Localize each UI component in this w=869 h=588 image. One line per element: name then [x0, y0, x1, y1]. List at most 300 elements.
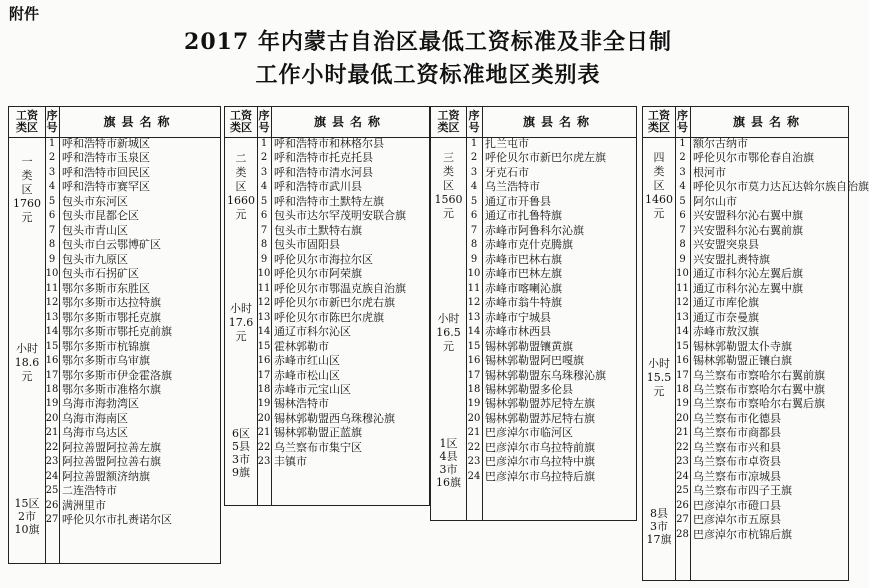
table-row [257, 311, 429, 325]
row-region-name: 巴彦淖尔市五原县 [693, 513, 781, 527]
row-number: 18 [257, 383, 271, 395]
table-row [466, 340, 636, 354]
header-zone: 工资 类区 [648, 109, 670, 134]
row-number: 4 [679, 181, 686, 193]
row-region-name: 鄂尔多斯市杭锦旗 [62, 339, 150, 353]
table-row [675, 282, 848, 296]
row-number: 14 [257, 326, 271, 338]
row-number: 21 [467, 427, 481, 439]
table-row [466, 137, 636, 151]
row-number: 16 [257, 355, 271, 367]
zone-hourly-wage: 小时 18.6 元 [14, 342, 40, 383]
table-row [257, 137, 429, 151]
row-number: 14 [467, 326, 481, 338]
zone-category: 二 类 区 1660 元 [227, 152, 255, 221]
table-row [675, 224, 848, 238]
row-number: 6 [470, 210, 478, 222]
row-region-name: 乌兰察布市察哈尔右翼后旗 [693, 397, 825, 411]
row-region-name: 呼和浩特市回民区 [62, 165, 150, 179]
table-row [45, 296, 220, 310]
row-region-name: 鄂尔多斯市达拉特旗 [62, 296, 161, 310]
table-row [257, 325, 429, 339]
row-number: 5 [260, 195, 268, 207]
row-number: 27 [676, 514, 689, 526]
table-row [675, 499, 848, 513]
row-region-name: 鄂尔多斯市准格尔旗 [62, 382, 161, 396]
table-row [257, 282, 429, 296]
row-region-name: 呼和浩特市清水河县 [274, 165, 373, 179]
row-number: 18 [676, 383, 689, 395]
table-row [45, 195, 220, 209]
table-row [466, 383, 636, 397]
table-row [675, 325, 848, 339]
row-region-name: 二连浩特市 [62, 484, 117, 498]
row-number: 1 [260, 138, 268, 149]
header-zone: 工资 类区 [230, 109, 252, 134]
table-row [675, 166, 848, 180]
header-zone: 工资 类区 [16, 109, 38, 134]
table-row [45, 267, 220, 281]
row-number: 21 [257, 427, 271, 439]
row-number: 12 [676, 297, 689, 309]
row-region-name: 呼伦贝尔市陈巴尔虎旗 [274, 310, 384, 324]
table-row [45, 180, 220, 194]
row-number: 20 [467, 412, 481, 424]
row-number: 13 [676, 311, 689, 323]
row-region-name: 鄂尔多斯市东胜区 [62, 281, 150, 295]
row-region-name: 呼和浩特市玉泉区 [62, 151, 150, 165]
table-row [257, 296, 429, 310]
table-row [675, 383, 848, 397]
table-row [675, 455, 848, 469]
row-region-name: 巴彦淖尔市乌拉特中旗 [485, 455, 595, 469]
row-region-name: 通辽市奈曼旗 [693, 310, 759, 324]
table-block-3 [430, 106, 637, 521]
row-number: 25 [45, 485, 59, 497]
row-region-name: 呼伦贝尔市海拉尔区 [274, 252, 373, 266]
row-region-name: 赤峰市巴林左旗 [485, 267, 562, 281]
table-row [675, 369, 848, 383]
row-region-name: 锡林郭勒盟苏尼特左旗 [485, 397, 595, 411]
table-row [257, 340, 429, 354]
row-region-name: 呼和浩特市武川县 [274, 180, 362, 194]
row-region-name: 满洲里市 [62, 498, 106, 512]
table-row [466, 180, 636, 194]
row-region-name: 通辽市科尔沁左翼后旗 [693, 267, 803, 281]
table-row [466, 426, 636, 440]
header-zone: 工资 类区 [437, 109, 460, 134]
table-header [431, 107, 636, 138]
table-row [675, 253, 848, 267]
row-region-name: 赤峰市松山区 [274, 368, 340, 382]
table-row [466, 325, 636, 339]
table-block-4 [642, 106, 869, 581]
row-number: 11 [676, 282, 689, 294]
table-row [466, 238, 636, 252]
table-row [466, 224, 636, 238]
table-row [45, 441, 220, 455]
table-row [675, 340, 848, 354]
table-row [257, 253, 429, 267]
row-region-name: 包头市白云鄂博矿区 [62, 238, 161, 252]
row-region-name: 呼和浩特市托克托县 [274, 151, 373, 165]
row-number: 8 [679, 239, 686, 251]
row-region-name: 鄂尔多斯市鄂托克旗 [62, 310, 161, 324]
row-number: 7 [679, 224, 686, 236]
row-region-name: 鄂尔多斯市鄂托克前旗 [62, 325, 172, 339]
table-row [675, 209, 848, 223]
row-region-name: 阿拉善盟阿拉善左旗 [62, 440, 161, 454]
table-header [643, 107, 848, 138]
row-number: 9 [470, 253, 478, 265]
row-region-name: 鄂尔多斯市伊金霍洛旗 [62, 368, 172, 382]
table-row [45, 484, 220, 498]
row-number: 24 [45, 470, 59, 482]
row-number: 15 [45, 340, 59, 352]
row-number: 17 [45, 369, 59, 381]
row-number: 2 [260, 152, 268, 164]
row-number: 13 [45, 311, 59, 323]
row-number: 24 [676, 470, 689, 482]
row-number: 24 [467, 470, 481, 482]
table-row [466, 282, 636, 296]
row-number: 19 [45, 398, 59, 410]
row-region-name: 锡林郭勒盟阿巴嘎旗 [485, 354, 584, 368]
header-seq: 序 号 [468, 109, 480, 134]
row-region-name: 巴彦淖尔市乌拉特后旗 [485, 469, 595, 483]
row-region-name: 阿尔山市 [693, 194, 737, 208]
row-number: 6 [679, 210, 686, 222]
row-number: 7 [260, 224, 268, 236]
header-seq: 序 号 [46, 109, 58, 134]
table-row [675, 151, 848, 165]
table-row [466, 151, 636, 165]
row-number: 5 [679, 195, 686, 207]
row-region-name: 赤峰市红山区 [274, 354, 340, 368]
table-row [257, 369, 429, 383]
row-region-name: 赤峰市宁城县 [485, 310, 551, 324]
zone-category: 一 类 区 1760 元 [13, 155, 41, 224]
row-region-name: 包头市土默特右旗 [274, 223, 362, 237]
table-row [45, 325, 220, 339]
row-region-name: 通辽市扎鲁特旗 [485, 209, 562, 223]
row-region-name: 赤峰市林西县 [485, 325, 551, 339]
table-row [257, 441, 429, 455]
row-region-name: 呼和浩特市和林格尔县 [274, 137, 384, 150]
row-region-name: 兴安盟扎赉特旗 [693, 252, 770, 266]
row-region-name: 包头市九原区 [62, 252, 128, 266]
row-region-name: 乌兰察布市凉城县 [693, 469, 781, 483]
row-region-name: 呼伦贝尔市鄂伦春自治旗 [693, 151, 814, 165]
row-number: 14 [676, 326, 689, 338]
table-row [45, 166, 220, 180]
table-row [675, 484, 848, 498]
row-region-name: 兴安盟科尔沁右翼前旗 [693, 223, 803, 237]
table-row [45, 311, 220, 325]
row-region-name: 呼伦贝尔市鄂温克族自治旗 [274, 281, 406, 295]
table-row [45, 238, 220, 252]
zone-category: 四 类 区 1460 元 [645, 151, 673, 220]
table-row [45, 369, 220, 383]
row-region-name: 乌兰察布市四子王旗 [693, 484, 792, 498]
row-number: 3 [470, 166, 478, 178]
table-row [675, 528, 848, 542]
table-row [466, 195, 636, 209]
row-region-name: 包头市石拐矿区 [62, 267, 139, 281]
row-number: 7 [48, 224, 56, 236]
row-number: 9 [679, 253, 686, 265]
table-row [45, 253, 220, 267]
row-number: 2 [470, 152, 478, 164]
table-row [257, 412, 429, 426]
table-rows [466, 137, 636, 484]
zone-category: 三 类 区 1560 元 [434, 151, 463, 220]
row-region-name: 赤峰市克什克腾旗 [485, 238, 573, 252]
row-number: 17 [257, 369, 271, 381]
table-row [45, 137, 220, 151]
row-region-name: 乌兰浩特市 [485, 180, 540, 194]
table-row [675, 441, 848, 455]
row-number: 10 [45, 268, 59, 280]
table-rows [45, 137, 220, 528]
row-number: 15 [467, 340, 481, 352]
row-region-name: 通辽市科尔沁左翼中旗 [693, 281, 803, 295]
table-row [675, 311, 848, 325]
row-region-name: 锡林郭勒盟太仆寺旗 [693, 339, 792, 353]
row-region-name: 兴安盟科尔沁右翼中旗 [693, 209, 803, 223]
row-number: 19 [257, 398, 271, 410]
table-row [257, 267, 429, 281]
table-rows [257, 137, 429, 470]
table-row [466, 369, 636, 383]
table-row [45, 513, 220, 527]
row-region-name: 额尔古纳市 [693, 137, 748, 150]
table-row [45, 282, 220, 296]
row-number: 2 [679, 152, 686, 164]
row-number: 11 [467, 282, 481, 294]
row-number: 15 [257, 340, 271, 352]
row-number: 6 [48, 210, 56, 222]
row-number: 8 [260, 239, 268, 251]
row-number: 10 [257, 268, 271, 280]
row-number: 18 [45, 383, 59, 395]
row-number: 13 [257, 311, 271, 323]
table-row [466, 296, 636, 310]
row-region-name: 通辽市库伦旗 [693, 296, 759, 310]
row-region-name: 丰镇市 [274, 455, 307, 469]
table-row [257, 397, 429, 411]
table-row [257, 180, 429, 194]
table-row [675, 354, 848, 368]
row-number: 6 [260, 210, 268, 222]
row-region-name: 乌海市乌达区 [62, 426, 128, 440]
table-row [45, 209, 220, 223]
row-region-name: 兴安盟突泉县 [693, 238, 759, 252]
row-number: 11 [45, 282, 59, 294]
row-region-name: 乌兰察布市察哈尔右翼中旗 [693, 382, 825, 396]
row-region-name: 赤峰市敖汉旗 [693, 325, 759, 339]
row-region-name: 锡林郭勒盟东乌珠穆沁旗 [485, 368, 606, 382]
row-number: 19 [676, 398, 689, 410]
row-region-name: 锡林郭勒盟苏尼特右旗 [485, 411, 595, 425]
zone-hourly-wage: 小时 17.6 元 [228, 302, 254, 343]
row-number: 18 [467, 383, 481, 395]
row-number: 5 [48, 195, 56, 207]
row-region-name: 巴彦淖尔市乌拉特前旗 [485, 440, 595, 454]
row-region-name: 包头市昆都仑区 [62, 209, 139, 223]
row-number: 2 [48, 152, 56, 164]
row-number: 10 [467, 268, 481, 280]
row-number: 4 [48, 181, 56, 193]
row-number: 22 [676, 441, 689, 453]
row-number: 19 [467, 398, 481, 410]
row-region-name: 赤峰市巴林右旗 [485, 252, 562, 266]
row-region-name: 包头市东河区 [62, 194, 128, 208]
table-row [466, 455, 636, 469]
row-number: 12 [467, 297, 481, 309]
row-number: 3 [679, 166, 686, 178]
row-number: 26 [45, 499, 59, 511]
row-region-name: 乌海市海南区 [62, 411, 128, 425]
row-number: 23 [467, 456, 481, 468]
row-region-name: 锡林郭勒盟正镶白旗 [693, 354, 792, 368]
row-region-name: 乌海市海勃湾区 [62, 397, 139, 411]
row-number: 12 [45, 297, 59, 309]
row-region-name: 通辽市开鲁县 [485, 194, 551, 208]
row-region-name: 乌兰察布市商都县 [693, 426, 781, 440]
table-row [466, 267, 636, 281]
table-row [675, 412, 848, 426]
table-row [675, 180, 869, 194]
row-region-name: 乌兰察布市化德县 [693, 411, 781, 425]
row-number: 27 [45, 514, 59, 526]
row-number: 11 [257, 282, 271, 294]
table-row [257, 224, 429, 238]
row-number: 9 [260, 253, 268, 265]
table-row [45, 151, 220, 165]
row-region-name: 根河市 [693, 165, 726, 179]
row-number: 28 [676, 528, 689, 540]
table-row [466, 354, 636, 368]
row-region-name: 呼和浩特市赛罕区 [62, 180, 150, 194]
row-region-name: 呼伦贝尔市新巴尔虎左旗 [485, 151, 606, 165]
row-region-name: 赤峰市翁牛特旗 [485, 296, 562, 310]
table-row [675, 238, 848, 252]
annex-label: 附件 [9, 5, 40, 23]
page-title-line1: 2017 年内蒙古自治区最低工资标准及非全日制 [184, 29, 672, 55]
page-title-line2: 工作小时最低工资标准地区类别表 [255, 62, 601, 88]
row-number: 7 [470, 224, 478, 236]
row-region-name: 呼伦贝尔市阿荣旗 [274, 267, 362, 281]
row-number: 17 [676, 369, 689, 381]
table-row [45, 397, 220, 411]
table-row [45, 383, 220, 397]
zone-count: 1区 4县 3市 16旗 [436, 437, 461, 489]
row-number: 25 [676, 485, 689, 497]
table-row [257, 426, 429, 440]
row-region-name: 乌兰察布市兴和县 [693, 440, 781, 454]
row-region-name: 赤峰市元宝山区 [274, 382, 351, 396]
row-region-name: 巴彦淖尔市临河区 [485, 426, 573, 440]
table-row [675, 296, 848, 310]
row-number: 1 [470, 138, 478, 149]
row-number: 5 [470, 195, 478, 207]
table-row [257, 195, 429, 209]
row-region-name: 通辽市科尔沁区 [274, 325, 351, 339]
table-row [675, 137, 848, 151]
table-row [45, 426, 220, 440]
table-row [675, 426, 848, 440]
table-row [45, 340, 220, 354]
row-number: 23 [257, 456, 271, 468]
row-number: 16 [45, 355, 59, 367]
row-number: 16 [467, 355, 481, 367]
row-region-name: 乌兰察布市卓资县 [693, 455, 781, 469]
row-region-name: 阿拉善盟额济纳旗 [62, 469, 150, 483]
row-region-name: 乌兰察布市集宁区 [274, 440, 362, 454]
row-number: 14 [45, 326, 59, 338]
table-row [45, 224, 220, 238]
row-number: 1 [679, 138, 686, 149]
table-row [257, 238, 429, 252]
row-region-name: 巴彦淖尔市杭锦后旗 [693, 527, 792, 541]
row-region-name: 锡林浩特市 [274, 397, 329, 411]
table-row [45, 354, 220, 368]
row-region-name: 赤峰市喀喇沁旗 [485, 281, 562, 295]
header-name: 旗县名称 [103, 115, 176, 129]
table-row [466, 253, 636, 267]
table-rows [675, 137, 869, 542]
row-region-name: 呼和浩特市土默特左旗 [274, 194, 384, 208]
header-seq: 序 号 [677, 109, 688, 134]
row-number: 17 [467, 369, 481, 381]
row-region-name: 包头市达尔罕茂明安联合旗 [274, 209, 406, 223]
row-region-name: 锡林郭勒盟镶黄旗 [485, 339, 573, 353]
row-number: 3 [260, 166, 268, 178]
row-region-name: 呼伦贝尔市扎赉诺尔区 [62, 513, 172, 527]
row-region-name: 呼和浩特市新城区 [62, 137, 150, 150]
table-row [675, 267, 848, 281]
table-row [675, 195, 848, 209]
table-row [45, 470, 220, 484]
row-number: 1 [48, 138, 56, 149]
row-region-name: 扎兰屯市 [485, 137, 529, 150]
row-number: 8 [470, 239, 478, 251]
row-region-name: 牙克石市 [485, 165, 529, 179]
zone-count: 8县 3市 17旗 [646, 507, 672, 546]
row-number: 23 [45, 456, 59, 468]
table-header [225, 107, 429, 138]
row-number: 16 [676, 355, 689, 367]
row-number: 26 [676, 499, 689, 511]
table-header [9, 107, 220, 138]
zone-hourly-wage: 小时 16.5 元 [436, 312, 461, 353]
table-row [466, 311, 636, 325]
row-number: 3 [48, 166, 56, 178]
header-name: 旗县名称 [313, 115, 386, 129]
header-name: 旗县名称 [732, 115, 805, 129]
zone-count: 15区 2市 10旗 [14, 497, 40, 536]
row-number: 21 [45, 427, 59, 439]
row-region-name: 锡林郭勒盟西乌珠穆沁旗 [274, 411, 395, 425]
row-region-name: 鄂尔多斯市乌审旗 [62, 354, 150, 368]
table-block-1 [8, 106, 221, 564]
row-region-name: 乌兰察布市察哈尔右翼前旗 [693, 368, 825, 382]
row-region-name: 呼伦贝尔市莫力达瓦达斡尔族自治旗 [693, 180, 869, 194]
header-name: 旗县名称 [522, 115, 595, 129]
table-row [466, 397, 636, 411]
table-row [675, 470, 848, 484]
